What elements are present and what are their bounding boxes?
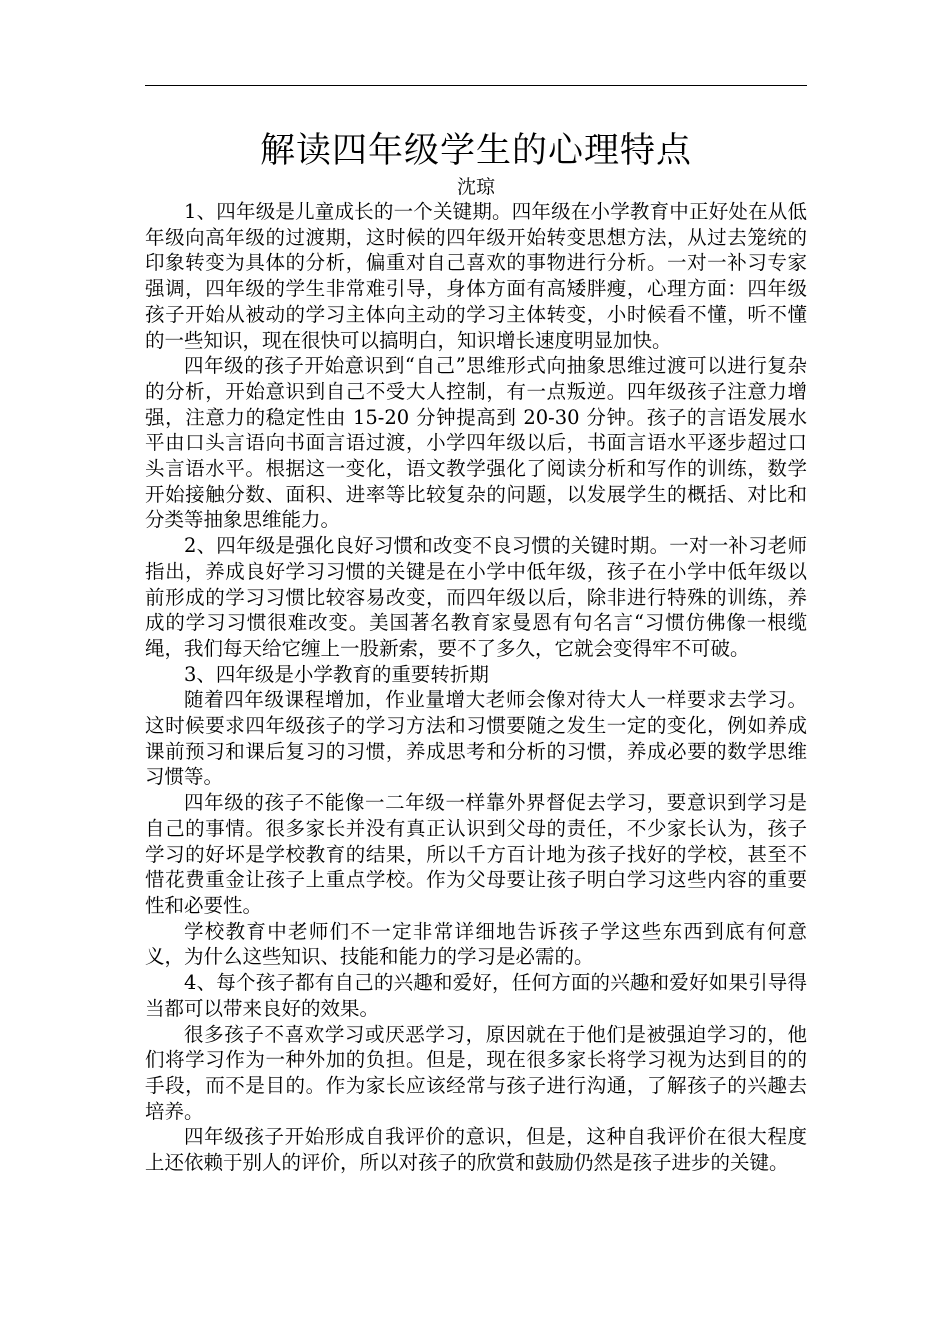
author-name: 沈琼 [456, 176, 495, 198]
paragraph: 学校教育中老师们不一定非常详细地告诉孩子学这些东西到底有何意义，为什么这些知识、技能和能力的学习是必需的。 [145, 919, 807, 969]
section-heading: 3、四年级是小学教育的重要转折期 [184, 662, 489, 686]
document-body [145, 127, 807, 1176]
paragraph: 四年级的孩子开始意识到“自己”思维形式向抽象思维过渡可以进行复杂的分析，开始意识到自己不受大人控制，有一点叛逆。四年级孩子注意力增强，注意力的稳定性由 15-20 分钟提高到 20-30 分钟。孩子的言语发展水平由口头言语向书面言语过渡，小学四年级以后，书面言语水平逐步超过口头言语水平。根据这一变化，语文教学强化了阅读分析和写作的训练，数学开始接触分数、面积、进率等比较复杂的问题，以发展学生的概括、对比和分类等抽象思维能力。 [145, 354, 807, 532]
paragraph: 2、四年级是强化良好习惯和改变不良习惯的关键时期。一对一补习老师指出，养成良好学习习惯的关键是在小学中低年级，孩子在小学中低年级以前形成的学习习惯比较容易改变，而四年级以后，除非进行特殊的训练，养成的学习习惯很难改变。美国著名教育家曼恩有句名言“习惯仿佛像一根缆绳，我们每天给它缠上一股新索，要不了多久，它就会变得牢不可破。 [145, 534, 807, 660]
paragraph: 4、每个孩子都有自己的兴趣和爱好，任何方面的兴趣和爱好如果引导得当都可以带来良好的效果。 [145, 971, 807, 1020]
paragraph: 随着四年级课程增加，作业量增大老师会像对待大人一样要求去学习。这时候要求四年级孩子的学习方法和习惯要随之发生一定的变化，例如养成课前预习和课后复习的习惯，养成思考和分析的习惯，养成必要的数学思维习惯等。 [145, 688, 807, 789]
paragraph: 四年级的孩子不能像一二年级一样靠外界督促去学习，要意识到学习是自己的事情。很多家长并没有真正认识到父母的责任，不少家长认为，孩子学习的好坏是学校教育的结果，所以千方百计地为孩子找好的学校，甚至不惜花费重金让孩子上重点学校。作为父母要让孩子明白学习这些内容的重要性和必要性。 [145, 791, 807, 917]
page-title: 解读四年级学生的心理特点 [259, 131, 692, 171]
paragraph: 很多孩子不喜欢学习或厌恶学习，原因就在于他们是被强迫学习的，他们将学习作为一种外加的负担。但是，现在很多家长将学习视为达到目的的手段，而不是目的。作为家长应该经常与孩子进行沟通，了解孩子的兴趣去培养。 [145, 1022, 807, 1123]
paragraph: 四年级孩子开始形成自我评价的意识，但是，这种自我评价在很大程度上还依赖于别人的评价，所以对孩子的欣赏和鼓励仍然是孩子进步的关键。 [145, 1125, 807, 1175]
header-rule [145, 85, 807, 86]
paragraph: 1、四年级是儿童成长的一个关键期。四年级在小学教育中正好处在从低年级向高年级的过渡期，这时候的四年级开始转变思想方法，从过去笼统的印象转变为具体的分析，偏重对自己喜欢的事物进行分析。一对一补习专家强调，四年级的学生非常难引导，身体方面有高矮胖瘦，心理方面：四年级孩子开始从被动的学习主体向主动的学习主体转变，小时候看不懂，听不懂的一些知识，现在很快可以搞明白，知识增长速度明显加快。 [145, 200, 807, 352]
paragraph-list [145, 199, 807, 1176]
